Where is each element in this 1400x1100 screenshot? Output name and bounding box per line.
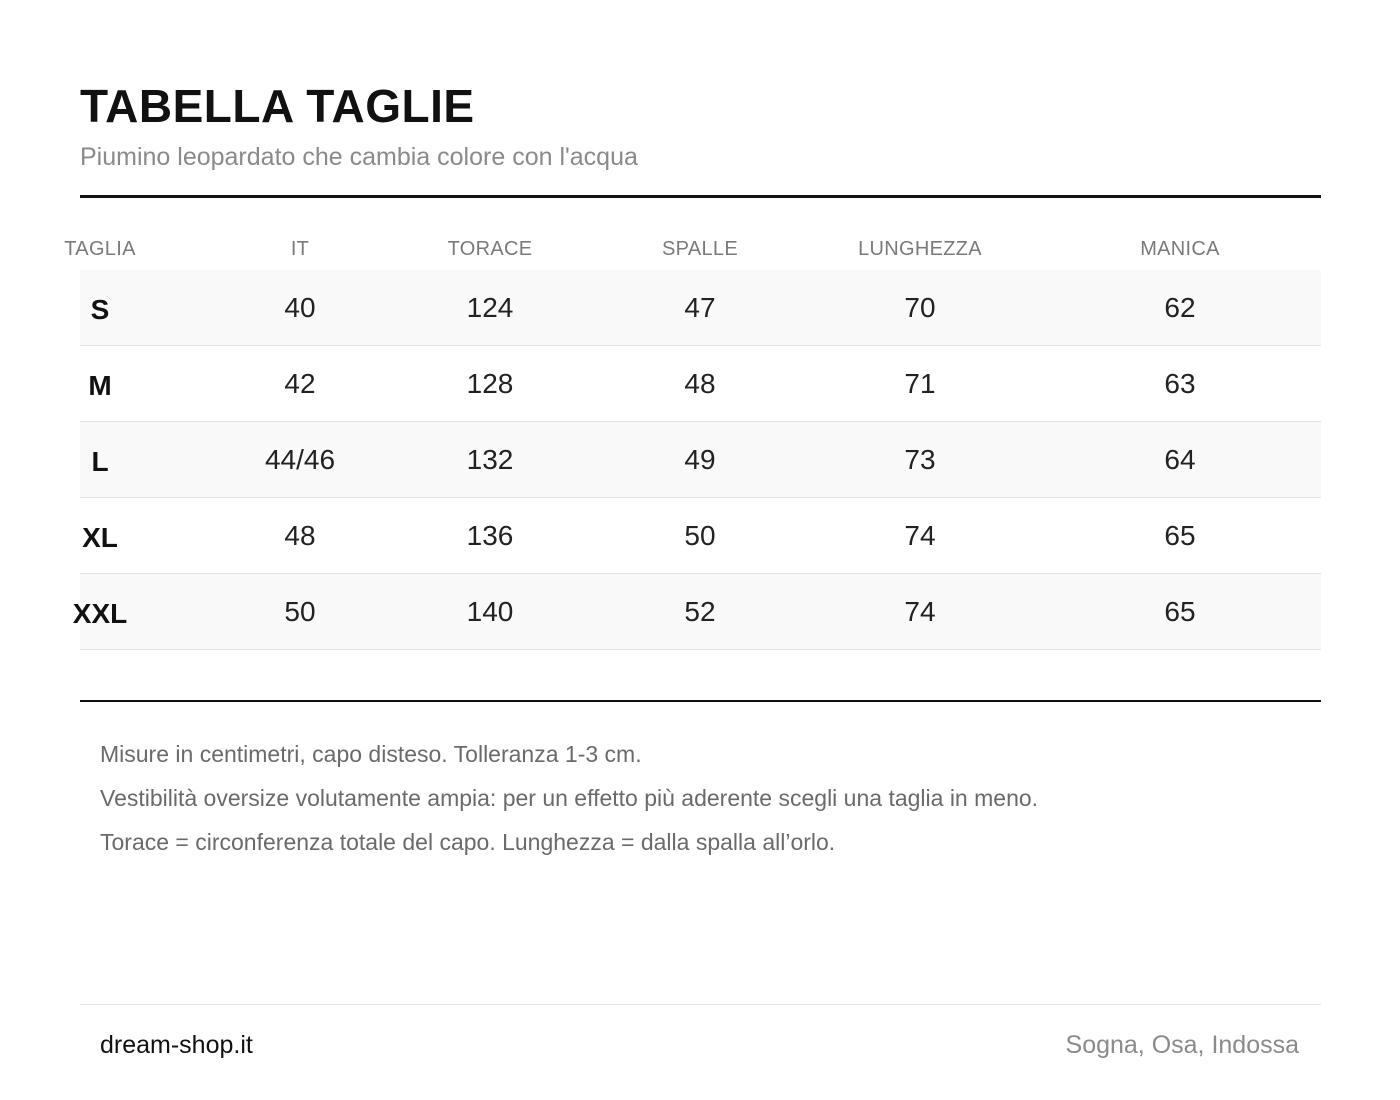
column-header-spalle: SPALLE — [662, 238, 738, 260]
note-line: Torace = circonferenza totale del capo. Lunghezza = dalla spalla all’orlo. — [100, 829, 836, 855]
cell-torace: 128 — [466, 368, 514, 399]
cell-lunghezza: 70 — [904, 292, 936, 323]
cell-lunghezza: 74 — [904, 520, 936, 551]
size-label: L — [91, 446, 109, 477]
top-divider — [80, 195, 1321, 198]
cell-it: 42 — [284, 368, 316, 399]
size-label: XXL — [72, 598, 128, 629]
note-line: Misure in centimetri, capo disteso. Tolleranza 1-3 cm. — [100, 741, 642, 767]
cell-it: 40 — [284, 292, 316, 323]
cell-lunghezza: 71 — [904, 368, 936, 399]
size-label: M — [88, 370, 112, 401]
cell-spalle: 49 — [684, 444, 716, 475]
cell-torace: 140 — [466, 596, 514, 627]
page-title: TABELLA TAGLIE — [80, 80, 475, 132]
cell-it: 50 — [284, 596, 316, 627]
cell-lunghezza: 73 — [904, 444, 936, 475]
cell-it: 48 — [284, 520, 316, 551]
column-header-taglia: TAGLIA — [64, 238, 136, 260]
cell-spalle: 47 — [684, 292, 716, 323]
cell-manica: 65 — [1164, 596, 1196, 627]
brand-name: dream-shop.it — [100, 1031, 253, 1059]
page-subtitle: Piumino leopardato che cambia colore con l'acqua — [80, 143, 638, 171]
size-label: S — [90, 294, 110, 325]
column-header-torace: TORACE — [447, 238, 533, 260]
cell-torace: 124 — [466, 292, 514, 323]
table-header — [0, 232, 1400, 266]
cell-spalle: 52 — [684, 596, 716, 627]
brand-tagline: Sogna, Osa, Indossa — [1065, 1031, 1299, 1059]
cell-spalle: 50 — [684, 520, 716, 551]
cell-manica: 65 — [1164, 520, 1196, 551]
size-table — [72, 270, 1321, 650]
cell-spalle: 48 — [684, 368, 716, 399]
cell-lunghezza: 74 — [904, 596, 936, 627]
table-row — [80, 498, 1321, 574]
measurement-notes — [100, 732, 1300, 864]
column-header-it: IT — [290, 238, 310, 260]
table-row — [80, 346, 1321, 422]
cell-manica: 63 — [1164, 368, 1196, 399]
column-header-manica: MANICA — [1140, 238, 1220, 260]
cell-manica: 62 — [1164, 292, 1196, 323]
table-row — [80, 422, 1321, 498]
cell-manica: 64 — [1164, 444, 1196, 475]
cell-torace: 132 — [466, 444, 514, 475]
table-row — [72, 574, 1321, 650]
section-divider — [80, 700, 1321, 702]
cell-it: 44/46 — [264, 444, 336, 475]
note-line: Vestibilità oversize volutamente ampia: per un effetto più aderente scegli una taglia in meno. — [100, 785, 1039, 811]
cell-torace: 136 — [466, 520, 514, 551]
column-header-lunghezza: LUNGHEZZA — [858, 238, 982, 260]
size-label: XL — [82, 522, 118, 553]
footer-divider — [80, 1004, 1321, 1005]
table-row — [80, 270, 1321, 346]
